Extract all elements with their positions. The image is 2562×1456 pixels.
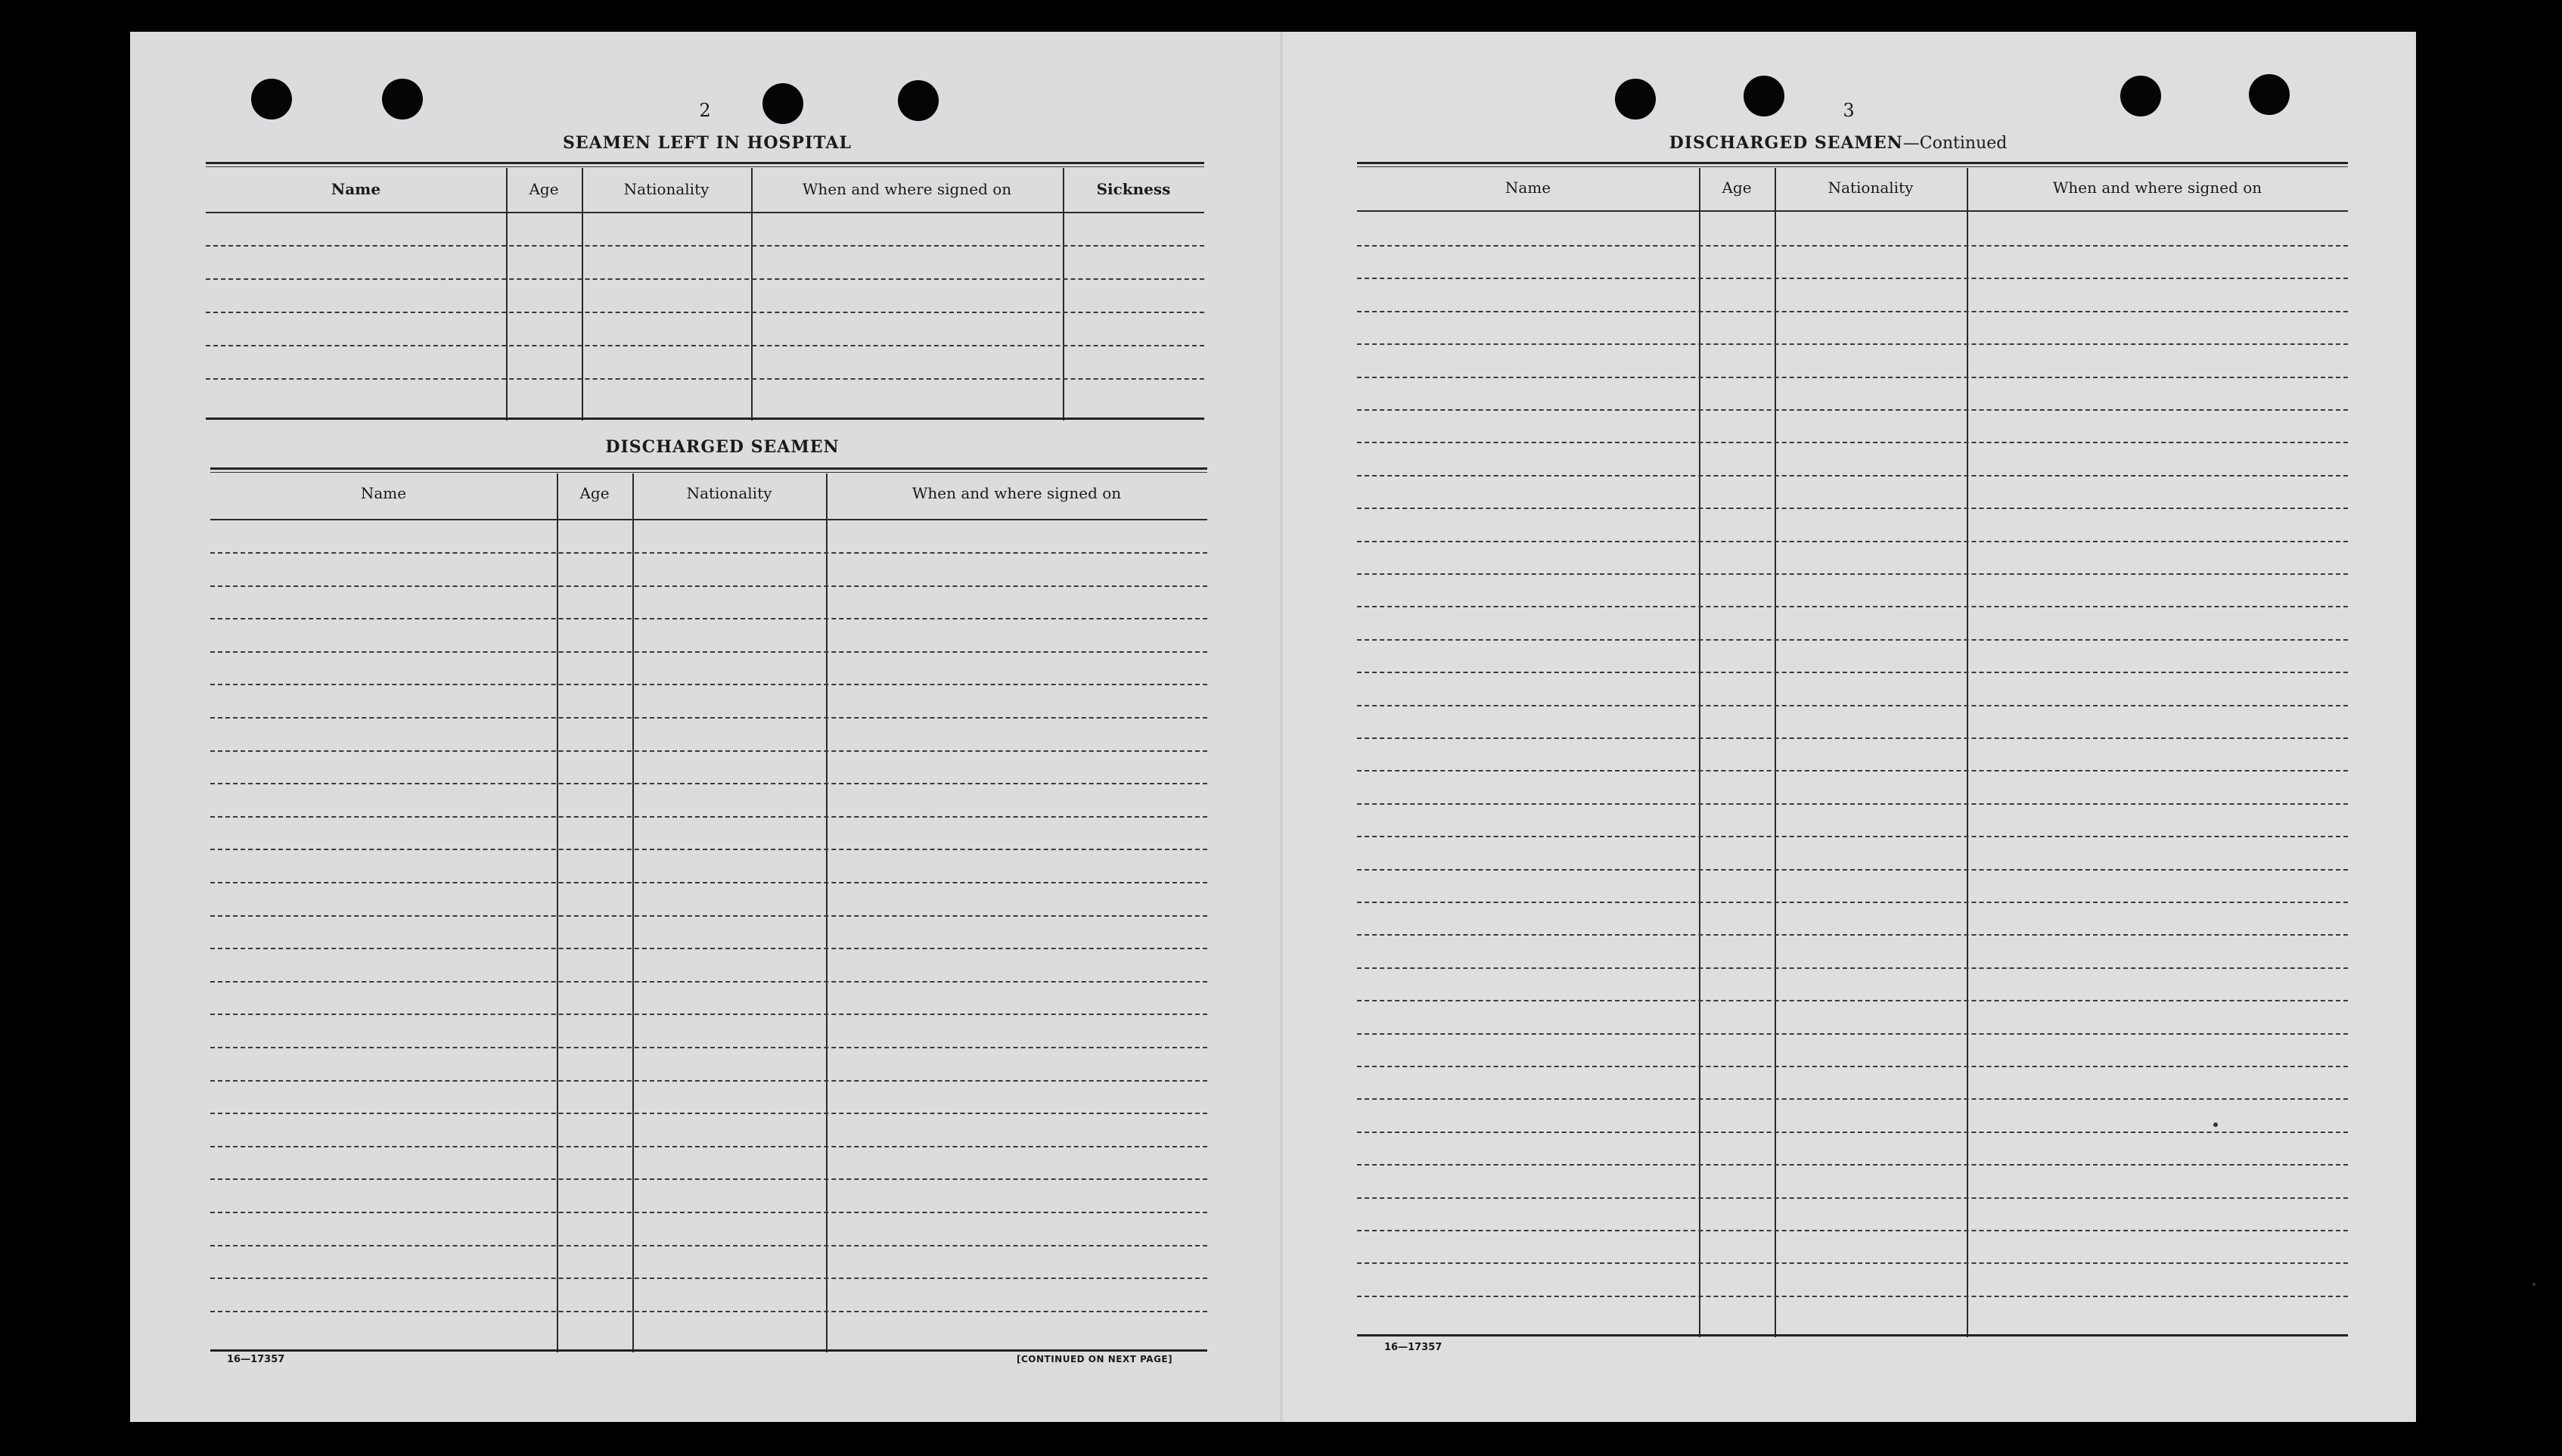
punch-hole (762, 83, 803, 124)
ruled-row-line (1357, 705, 2348, 706)
ruled-row-line (210, 1212, 1207, 1213)
ink-speck (2532, 1283, 2536, 1286)
ruled-row-line (210, 849, 1207, 850)
ruled-row-line (1357, 278, 2348, 279)
form-code: 16—17357 (1384, 1342, 1442, 1353)
punch-hole (1615, 79, 1656, 120)
ruled-row-line (210, 915, 1207, 917)
ruled-row-line (206, 312, 1204, 313)
ruled-row-line (1357, 343, 2348, 345)
ruled-row-line (1357, 1098, 2348, 1100)
form-code: 16—17357 (227, 1354, 285, 1365)
ruled-row-line (1357, 869, 2348, 871)
ruled-row-line (210, 1245, 1207, 1246)
col-nationality: Nationality (1828, 179, 1914, 197)
continued-note: [CONTINUED ON NEXT PAGE] (1017, 1354, 1173, 1364)
ruled-row-line (1357, 967, 2348, 969)
ruled-row-line (210, 816, 1207, 818)
ruled-row-line (1357, 1132, 2348, 1133)
ruled-row-line (1357, 475, 2348, 477)
ruled-row-line (1357, 1262, 2348, 1264)
ruled-row-line (210, 783, 1207, 784)
ruled-row-line (210, 981, 1207, 983)
ruled-row-line (210, 618, 1207, 619)
ruled-row-line (1357, 245, 2348, 247)
punch-hole (898, 80, 939, 121)
col-age: Age (529, 180, 559, 198)
ruled-row-line (210, 1014, 1207, 1015)
ruled-row-line (1357, 1230, 2348, 1231)
ruled-row-line (210, 651, 1207, 653)
ruled-row-line (1357, 672, 2348, 673)
ruled-row-line (206, 378, 1204, 380)
ruled-row-line (1357, 902, 2348, 903)
ruled-row-line (1357, 1000, 2348, 1001)
col-name: Name (1505, 179, 1551, 197)
page-number: 3 (1843, 100, 1855, 121)
punch-hole (1744, 76, 1784, 116)
ruled-row-line (206, 345, 1204, 346)
ruled-row-line (210, 1113, 1207, 1114)
col-signed-on: When and where signed on (911, 484, 1122, 502)
ruled-row-line (1357, 1296, 2348, 1297)
ruled-row-line (1357, 803, 2348, 805)
ruled-row-line (1357, 770, 2348, 771)
ruled-row-line (1357, 1197, 2348, 1199)
ruled-row-line (210, 882, 1207, 883)
ruled-row-line (1357, 639, 2348, 641)
col-nationality: Nationality (623, 180, 710, 198)
ruled-row-line (1357, 508, 2348, 509)
col-name: Name (331, 180, 381, 198)
punch-hole (2249, 74, 2290, 115)
discharged-continued-title: DISCHARGED SEAMEN—Continued (1669, 133, 2008, 153)
discharged-table-right (1357, 162, 2348, 1336)
ruled-row-line (210, 1080, 1207, 1082)
ruled-row-line (210, 750, 1207, 752)
col-signed-on: When and where signed on (2052, 179, 2262, 197)
ruled-row-line (1357, 1033, 2348, 1035)
discharged-section-title: DISCHARGED SEAMEN (605, 437, 840, 457)
punch-hole (2120, 76, 2161, 116)
ruled-row-line (1357, 934, 2348, 936)
col-name: Name (360, 484, 407, 502)
page-number: 2 (699, 100, 711, 121)
ruled-row-line (210, 1146, 1207, 1147)
ruled-row-line (210, 1311, 1207, 1312)
ruled-row-line (210, 1277, 1207, 1279)
ruled-row-line (210, 1047, 1207, 1048)
discharged-table-left (210, 467, 1207, 1351)
hospital-table (206, 162, 1204, 419)
ruled-row-line (206, 278, 1204, 280)
punch-hole (251, 79, 292, 120)
col-sickness: Sickness (1096, 180, 1171, 198)
page-fold (1280, 32, 1283, 1422)
col-signed-on: When and where signed on (802, 180, 1012, 198)
col-age: Age (579, 484, 610, 502)
hospital-section-title: SEAMEN LEFT IN HOSPITAL (563, 133, 852, 153)
col-age: Age (1722, 179, 1752, 197)
col-nationality: Nationality (686, 484, 772, 502)
ruled-row-line (1357, 1066, 2348, 1067)
ruled-row-line (210, 684, 1207, 685)
ruled-row-line (1357, 409, 2348, 411)
ruled-row-line (1357, 1164, 2348, 1166)
ruled-row-line (1357, 737, 2348, 739)
ruled-row-line (1357, 606, 2348, 607)
ruled-row-line (1357, 442, 2348, 443)
ruled-row-line (1357, 573, 2348, 575)
punch-hole (382, 79, 423, 120)
ink-speck (2213, 1122, 2218, 1127)
ruled-row-line (1357, 377, 2348, 378)
ruled-row-line (210, 948, 1207, 949)
ruled-row-line (210, 552, 1207, 554)
ruled-row-line (206, 245, 1204, 247)
ruled-row-line (210, 1178, 1207, 1180)
ruled-row-line (1357, 836, 2348, 837)
ruled-row-line (1357, 311, 2348, 312)
ruled-row-line (210, 585, 1207, 587)
ruled-row-line (1357, 541, 2348, 542)
ruled-row-line (210, 717, 1207, 719)
